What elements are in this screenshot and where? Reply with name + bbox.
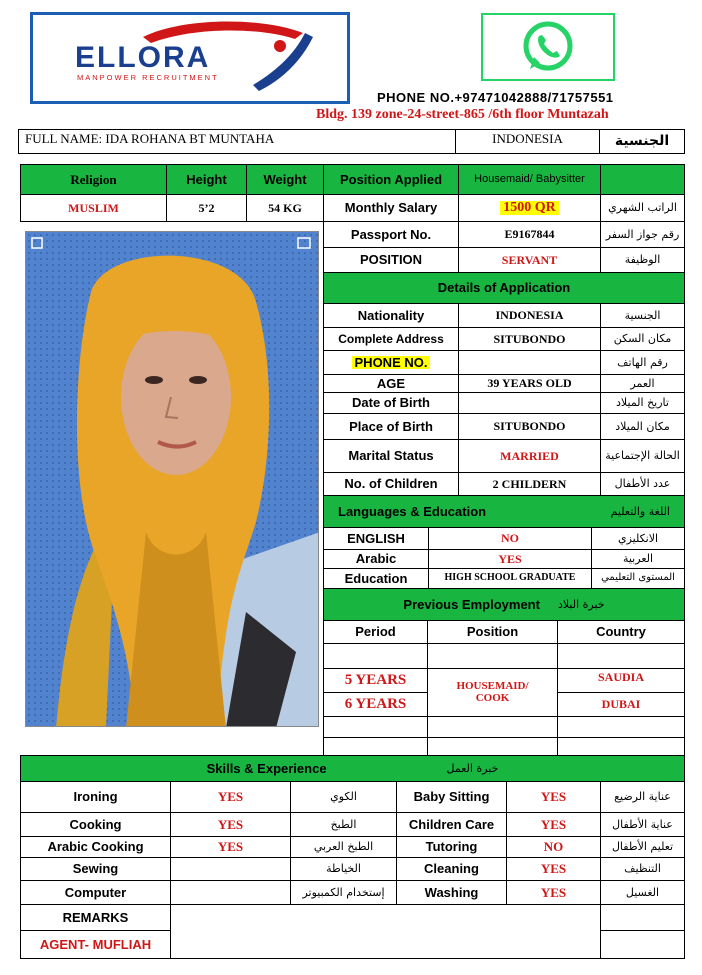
employment-title: Previous Employment <box>403 596 540 612</box>
skill-value <box>170 880 291 905</box>
employment-blank <box>427 716 558 738</box>
skill-label: Arabic Cooking <box>20 836 171 858</box>
remarks-side <box>600 930 685 959</box>
agent-name: AGENT- MUFLIAH <box>20 930 171 959</box>
employment-header-position: Position <box>427 620 558 644</box>
skills-title-ar: خبرة العمل <box>446 761 499 775</box>
detail-value <box>458 392 601 414</box>
language-label: Education <box>323 568 429 589</box>
height-header: Height <box>166 164 247 195</box>
skill-ar: إستخدام الكمبيوتر <box>290 880 397 905</box>
salary-label: Monthly Salary <box>323 194 459 222</box>
skills-title: Skills & Experience <box>206 760 327 776</box>
skill-ar: الطبخ <box>290 812 397 837</box>
details-title: Details of Application <box>323 272 685 304</box>
detail-ar: العمر <box>600 374 685 393</box>
skill-value: YES <box>506 857 601 881</box>
employment-country: DUBAI <box>557 692 685 717</box>
photo-illustration-icon <box>26 232 319 727</box>
skill-label: Washing <box>396 880 507 905</box>
employment-blank <box>557 643 685 669</box>
skill-value: YES <box>506 880 601 905</box>
skill-label: Computer <box>20 880 171 905</box>
skill-value: NO <box>506 836 601 858</box>
summary-header-blank <box>600 164 685 195</box>
employment-blank <box>557 737 685 756</box>
detail-value: SITUBONDO <box>458 413 601 440</box>
religion-value: MUSLIM <box>20 194 167 222</box>
logo-tagline: MANPOWER RECRUITMENT <box>77 73 219 82</box>
languages-title-bar <box>323 495 685 528</box>
skill-label: Sewing <box>20 857 171 881</box>
language-value: HIGH SCHOOL GRADUATE <box>428 568 592 589</box>
detail-ar: الجنسية <box>600 303 685 328</box>
language-label: Arabic <box>323 549 429 569</box>
skill-label: Baby Sitting <box>396 781 507 813</box>
skill-value <box>170 857 291 881</box>
employment-blank <box>323 737 428 756</box>
position-ar: الوظيفة <box>600 247 685 273</box>
position-value: SERVANT <box>458 247 601 273</box>
salary-value: 1500 QR <box>500 201 559 216</box>
detail-label: Complete Address <box>323 327 459 351</box>
detail-ar: الحالة الإجتماعية <box>600 439 685 473</box>
detail-ar: تاريخ الميلاد <box>600 392 685 414</box>
employment-blank <box>557 716 685 738</box>
employment-title-ar: خبرة البلاد <box>557 597 605 611</box>
position-label: POSITION <box>323 247 459 273</box>
employment-country: SAUDIA <box>557 668 685 693</box>
skill-label: Cooking <box>20 812 171 837</box>
language-ar: الانكليزي <box>591 527 685 550</box>
identity-nationality-ar: الجنسية <box>599 129 685 154</box>
remarks-body <box>170 904 601 959</box>
passport-value: E9167844 <box>458 221 601 248</box>
detail-value: 39 YEARS OLD <box>458 374 601 393</box>
language-ar: المستوى التعليمي <box>591 568 685 589</box>
salary-value-cell <box>458 194 601 222</box>
detail-value: INDONESIA <box>458 303 601 328</box>
skill-ar: الطبخ العربي <box>290 836 397 858</box>
language-value: NO <box>428 527 592 550</box>
detail-value: SITUBONDO <box>458 327 601 351</box>
skill-ar: الخياطة <box>290 857 397 881</box>
detail-ar: مكان الميلاد <box>600 413 685 440</box>
skill-ar: الغسيل <box>600 880 685 905</box>
logo-text: ELLORA <box>75 41 211 74</box>
phone-line: PHONE NO.+97471042888/71757551 <box>377 90 614 105</box>
detail-label: No. of Children <box>323 472 459 496</box>
skill-ar: عناية الأطفال <box>600 812 685 837</box>
detail-label: Place of Birth <box>323 413 459 440</box>
identity-nationality-value: INDONESIA <box>455 129 600 154</box>
passport-label: Passport No. <box>323 221 459 248</box>
language-value: YES <box>428 549 592 569</box>
skill-ar: عناية الرضيع <box>600 781 685 813</box>
phone-label-cell <box>323 350 459 375</box>
language-ar: العربية <box>591 549 685 569</box>
skill-ar: التنظيف <box>600 857 685 881</box>
applicant-photo <box>25 231 319 727</box>
employment-blank <box>323 643 428 669</box>
address-line: Bldg. 139 zone-24-street-865 /6th floor Muntazah <box>316 107 609 122</box>
employment-header-country: Country <box>557 620 685 644</box>
skill-value: YES <box>170 781 291 813</box>
employment-position: HOUSEMAID/ COOK <box>427 668 558 717</box>
weight-value: 54 KG <box>246 194 324 222</box>
skill-label: Ironing <box>20 781 171 813</box>
skill-value: YES <box>170 836 291 858</box>
employment-title-bar <box>323 588 685 621</box>
skill-value: YES <box>506 812 601 837</box>
skill-value: YES <box>506 781 601 813</box>
whatsapp-icon <box>520 19 576 75</box>
detail-value: MARRIED <box>458 439 601 473</box>
detail-label: Date of Birth <box>323 392 459 414</box>
skill-ar: الكوي <box>290 781 397 813</box>
skill-value: YES <box>170 812 291 837</box>
religion-header: Religion <box>20 164 167 195</box>
languages-title-ar: اللغة والتعليم <box>610 504 670 518</box>
skill-label: Cleaning <box>396 857 507 881</box>
detail-label: AGE <box>323 374 459 393</box>
company-logo <box>30 12 350 104</box>
employment-blank <box>323 716 428 738</box>
detail-label: Marital Status <box>323 439 459 473</box>
whatsapp-logo <box>481 13 615 81</box>
employment-header-period: Period <box>323 620 428 644</box>
detail-value: 2 CHILDERN <box>458 472 601 496</box>
height-value: 5’2 <box>166 194 247 222</box>
employment-blank <box>427 737 558 756</box>
detail-label: Nationality <box>323 303 459 328</box>
skill-ar: تعليم الأطفال <box>600 836 685 858</box>
remarks-label: REMARKS <box>20 904 171 931</box>
full-name: FULL NAME: IDA ROHANA BT MUNTAHA <box>18 129 456 154</box>
employment-period: 5 YEARS <box>323 668 428 693</box>
detail-label: PHONE NO. <box>352 356 431 370</box>
skill-label: Children Care <box>396 812 507 837</box>
detail-ar: عدد الأطفال <box>600 472 685 496</box>
position-applied-header: Position Applied <box>323 164 459 195</box>
passport-ar: رقم جواز السفر <box>600 221 685 248</box>
language-label: ENGLISH <box>323 527 429 550</box>
skills-title-bar <box>20 755 685 782</box>
skill-label: Tutoring <box>396 836 507 858</box>
employment-blank <box>427 643 558 669</box>
weight-header: Weight <box>246 164 324 195</box>
position-applied-value: Housemaid/ Babysitter <box>458 164 601 195</box>
detail-ar: مكان السكن <box>600 327 685 351</box>
remarks-side <box>600 904 685 931</box>
salary-ar: الراتب الشهري <box>600 194 685 222</box>
languages-title: Languages & Education <box>338 503 487 519</box>
detail-ar: رقم الهاتف <box>600 350 685 375</box>
detail-value <box>458 350 601 375</box>
employment-period: 6 YEARS <box>323 692 428 717</box>
